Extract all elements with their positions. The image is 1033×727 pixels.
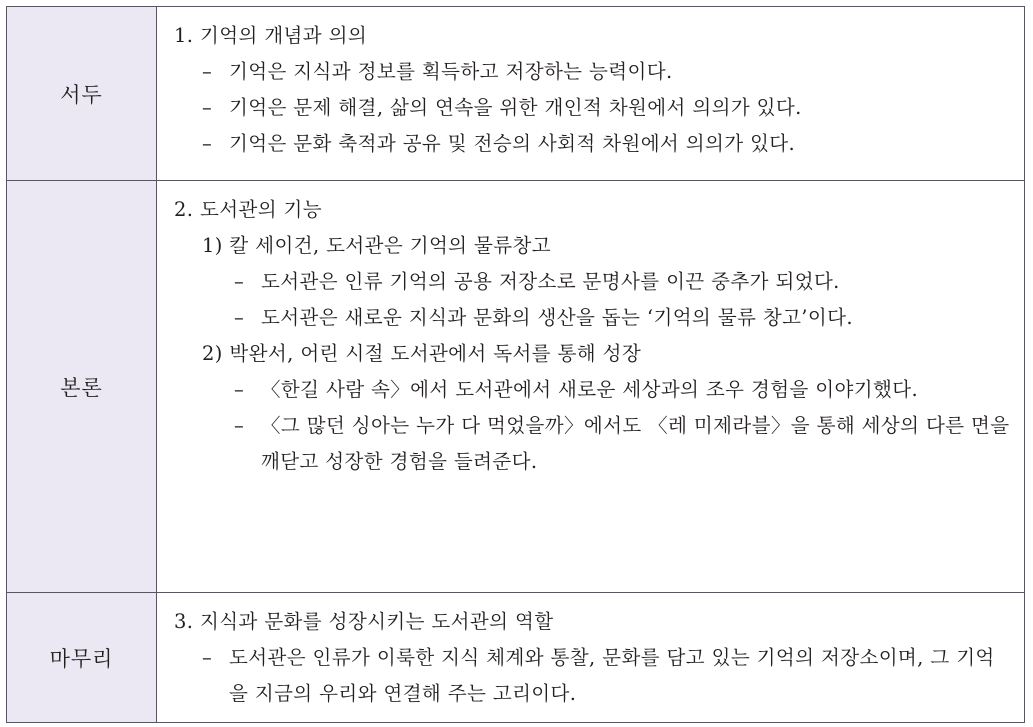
list-item bbox=[234, 372, 1012, 408]
section-heading: 3. 지식과 문화를 성장시키는 도서관의 역할 bbox=[174, 610, 554, 633]
row-content bbox=[157, 181, 1025, 593]
list-item-text: 기억은 문제 해결, 삶의 연속을 위한 개인적 차원에서 의의가 있다. bbox=[229, 96, 802, 119]
list-item-text: 도서관은 인류가 이룩한 지식 체계와 통찰, 문화를 담고 있는 기억의 저장소이며, 그 기억을 지금의 우리와 연결해 주는 고리이다. bbox=[229, 646, 995, 705]
dash-marker: – bbox=[234, 414, 245, 437]
list-item bbox=[202, 126, 1012, 162]
row-content bbox=[157, 593, 1025, 723]
list-item-text: 도서관은 인류 기억의 공용 저장소로 문명사를 이끈 중추가 되었다. bbox=[261, 270, 840, 293]
row-label: 서두 bbox=[7, 7, 157, 181]
dash-marker: – bbox=[234, 306, 245, 329]
dash-marker: – bbox=[202, 132, 213, 155]
row-label: 마무리 bbox=[7, 593, 157, 723]
outline-row-body bbox=[7, 181, 1025, 593]
outline-row-intro bbox=[7, 7, 1025, 181]
subsection-heading: 2) 박완서, 어린 시절 도서관에서 독서를 통해 성장 bbox=[202, 342, 642, 365]
list-item bbox=[202, 640, 1012, 712]
dash-marker: – bbox=[202, 60, 213, 83]
list-item bbox=[234, 264, 1012, 300]
list-item-text: 〈그 많던 싱아는 누가 다 먹었을까〉에서도 〈레 미제라블〉을 통해 세상의 다른 면을 깨닫고 성장한 경험을 들려준다. bbox=[261, 414, 1010, 473]
subsection-heading: 1) 칼 세이건, 도서관은 기억의 물류창고 bbox=[202, 234, 551, 257]
row-label: 본론 bbox=[7, 181, 157, 593]
row-content bbox=[157, 7, 1025, 181]
outline-table bbox=[6, 6, 1025, 723]
section-heading: 1. 기억의 개념과 의의 bbox=[174, 24, 368, 47]
list-item-text: 기억은 문화 축적과 공유 및 전승의 사회적 차원에서 의의가 있다. bbox=[229, 132, 796, 155]
list-item bbox=[202, 54, 1012, 90]
list-item bbox=[202, 90, 1012, 126]
list-item bbox=[234, 300, 1012, 336]
list-item-text: 〈한길 사람 속〉에서 도서관에서 새로운 세상과의 조우 경험을 이야기했다. bbox=[261, 378, 919, 401]
list-item-text: 기억은 지식과 정보를 획득하고 저장하는 능력이다. bbox=[229, 60, 673, 83]
dash-marker: – bbox=[202, 96, 213, 119]
section-heading: 2. 도서관의 기능 bbox=[174, 198, 323, 221]
dash-marker: – bbox=[234, 378, 245, 401]
outline-row-end bbox=[7, 593, 1025, 723]
list-item-text: 도서관은 새로운 지식과 문화의 생산을 돕는 ‘기억의 물류 창고’이다. bbox=[261, 306, 853, 329]
list-item bbox=[234, 408, 1012, 480]
dash-marker: – bbox=[202, 646, 213, 669]
dash-marker: – bbox=[234, 270, 245, 293]
